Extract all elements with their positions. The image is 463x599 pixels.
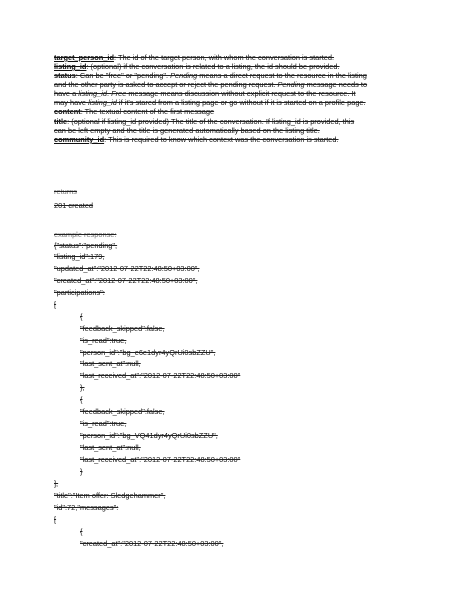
param-title-line2: can be left empty and the title is generated automatically based on the listing title. [54,126,320,135]
code-line: [ [54,300,57,309]
code-line: "created_at":"2012-07-22T22:48:50+03:00", [80,539,224,548]
code-line: { [80,527,83,536]
param-status-line4: may have listing_id if it's stared from a listing page or go without if it is started on a profile page. [54,98,366,107]
param-status-line3: have a listing_id. Free message means discussion without explicit request to the resource. It [54,89,356,98]
code-line: "created_at":"2012-07-22T22:48:50+03:00", [54,276,198,285]
example-heading: example response: [54,230,117,239]
code-line: "person_id":"bg_e6e1dyr4yQrUi0sbZZU", [80,348,216,357]
returns-value: 201 created [54,201,94,210]
returns-heading: returns [54,187,78,196]
code-line: ], [54,479,59,488]
code-line: "last_received_at":"2012-07-22T22:48:50+03:00" [80,455,241,464]
code-line: "last_sent_at":null, [80,443,141,452]
code-line: { [80,312,83,321]
code-line: {"status":"pending", [54,241,118,250]
param-listing-id: listing_id: (optional) if the conversation is related to a listing, the id should be provided. [54,62,340,71]
code-line: "listing_id":179, [54,252,105,261]
param-target-person-id: target_person_id: The id of the target person, with whom the conversation is started. [54,53,335,62]
code-line: [ [54,515,57,524]
code-line: "updated_at":"2012-07-22T22:48:50+03:00", [54,264,200,273]
param-community-id: community_id: This is required to know which context was the conversation is started. [54,135,339,144]
code-line: "is_read":true, [80,336,127,345]
param-status-line2: and the other party is asked to accept or reject the pending request. Pending message needs to [54,80,368,89]
param-content: content: The textual content of the first message [54,107,215,116]
code-line: "title":"Item offer: Sledgehammer", [54,491,166,500]
code-line: }, [80,383,85,392]
code-line: } [80,467,83,476]
code-line: "last_received_at":"2012-07-22T22:48:50+03:00" [80,371,241,380]
code-line: "participations": [54,288,105,297]
code-line: "feedback_skipped":false, [80,324,165,333]
code-line: "last_sent_at":null, [80,359,141,368]
code-line: "feedback_skipped":false, [80,407,165,416]
param-status: status: Can be "free" or "pending". Pending means a direct request to the resource in the listing [54,71,367,80]
code-line: "is_read":true, [80,419,127,428]
code-line: "id":72,"messages": [54,503,119,512]
param-title: title: (optional if listing_id provided) The title of the conversation. If listing_id is provided, this [54,117,355,126]
code-line: "person_id":"bg_VQ41dyr4yQrUi0sbZZU", [80,431,218,440]
code-line: { [80,395,83,404]
